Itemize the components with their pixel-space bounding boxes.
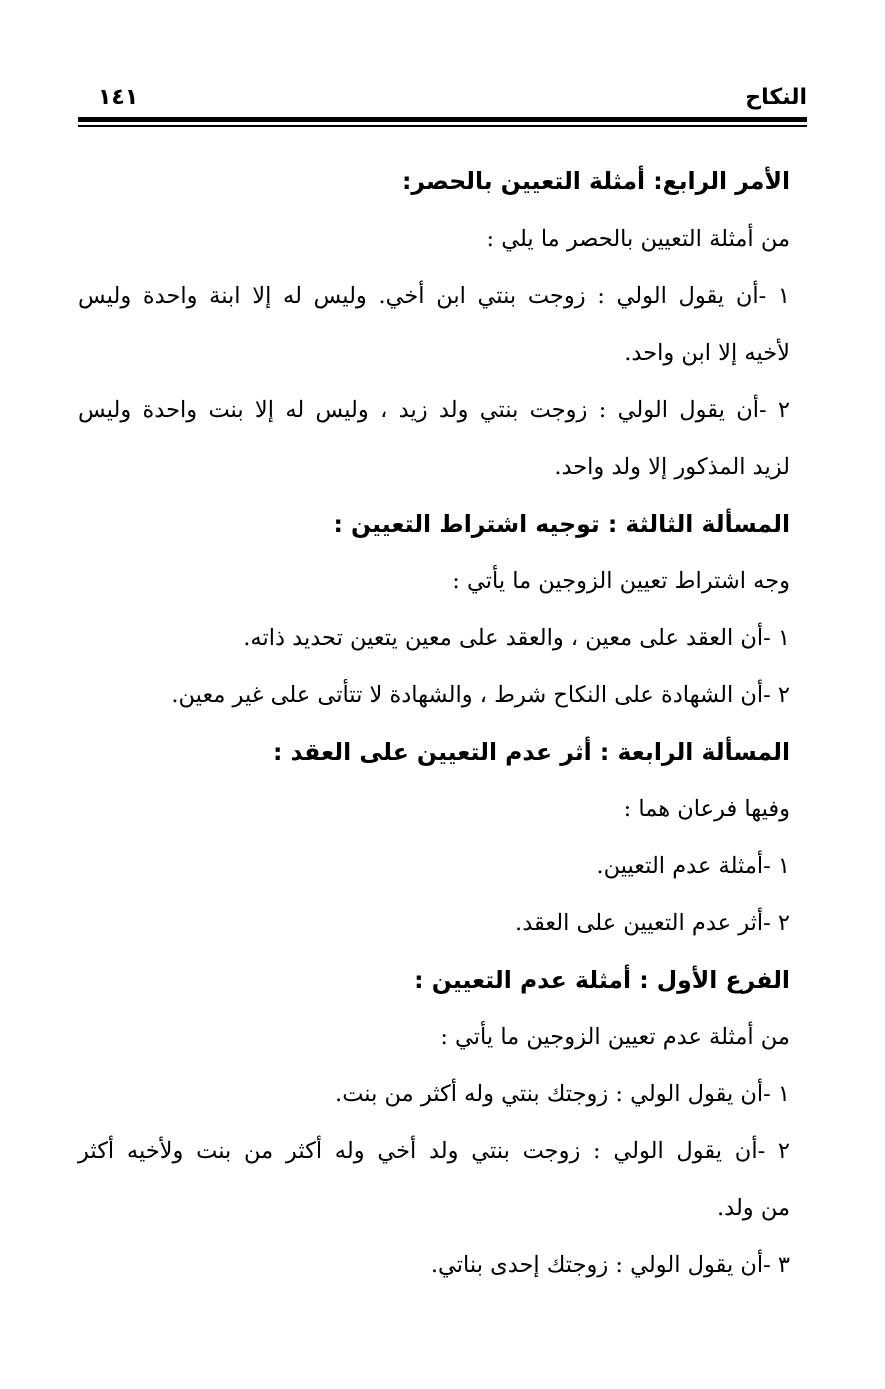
page-number: ١٤١ (98, 85, 139, 110)
text-line: وفيها فرعان هما : (623, 796, 790, 822)
text-line: ١ -أن العقد على معين ، والعقد على معين يتعين تحديد ذاته. (243, 625, 790, 651)
text-line: ٢ -أن يقول الولي : زوجت بنتي ولد أخي وله أكثر من بنت ولأخيه أكثر (78, 1138, 790, 1164)
section-heading: المسألة الرابعة : أثر عدم التعيين على العقد : (272, 738, 790, 766)
text-line: ١ -أن يقول الولي : زوجتك بنتي وله أكثر من بنت. (335, 1081, 790, 1107)
section-heading: الأمر الرابع: أمثلة التعيين بالحصر: (402, 167, 790, 195)
chapter-title: النكاح (745, 85, 807, 110)
page-header (78, 80, 807, 116)
text-line: ١ -أمثلة عدم التعيين. (596, 853, 790, 879)
text-line: ٢ -أثر عدم التعيين على العقد. (515, 910, 790, 936)
text-line: لأخيه إلا ابن واحد. (624, 340, 790, 366)
text-line: من ولد. (716, 1195, 790, 1221)
text-line: ٢ -أن يقول الولي : زوجت بنتي ولد زيد ، وليس له إلا بنت واحدة وليس (78, 397, 790, 423)
text-line: لزيد المذكور إلا ولد واحد. (554, 454, 790, 480)
section-heading: المسألة الثالثة : توجيه اشتراط التعيين : (333, 510, 790, 538)
text-line: ١ -أن يقول الولي : زوجت بنتي ابن أخي. وليس له إلا ابنة واحدة وليس (78, 283, 790, 309)
text-line: ٢ -أن الشهادة على النكاح شرط ، والشهادة لا تتأتى على غير معين. (171, 682, 790, 708)
section-heading: الفرع الأول : أمثلة عدم التعيين : (414, 966, 790, 994)
text-line: من أمثلة التعيين بالحصر ما يلي : (486, 226, 790, 252)
text-line: ٣ -أن يقول الولي : زوجتك إحدى بناتي. (430, 1252, 790, 1278)
header-rule-thick (78, 117, 807, 122)
text-line: وجه اشتراط تعيين الزوجين ما يأتي : (452, 568, 790, 594)
text-line: من أمثلة عدم تعيين الزوجين ما يأتي : (440, 1024, 790, 1050)
header-rule-thin (78, 125, 807, 127)
